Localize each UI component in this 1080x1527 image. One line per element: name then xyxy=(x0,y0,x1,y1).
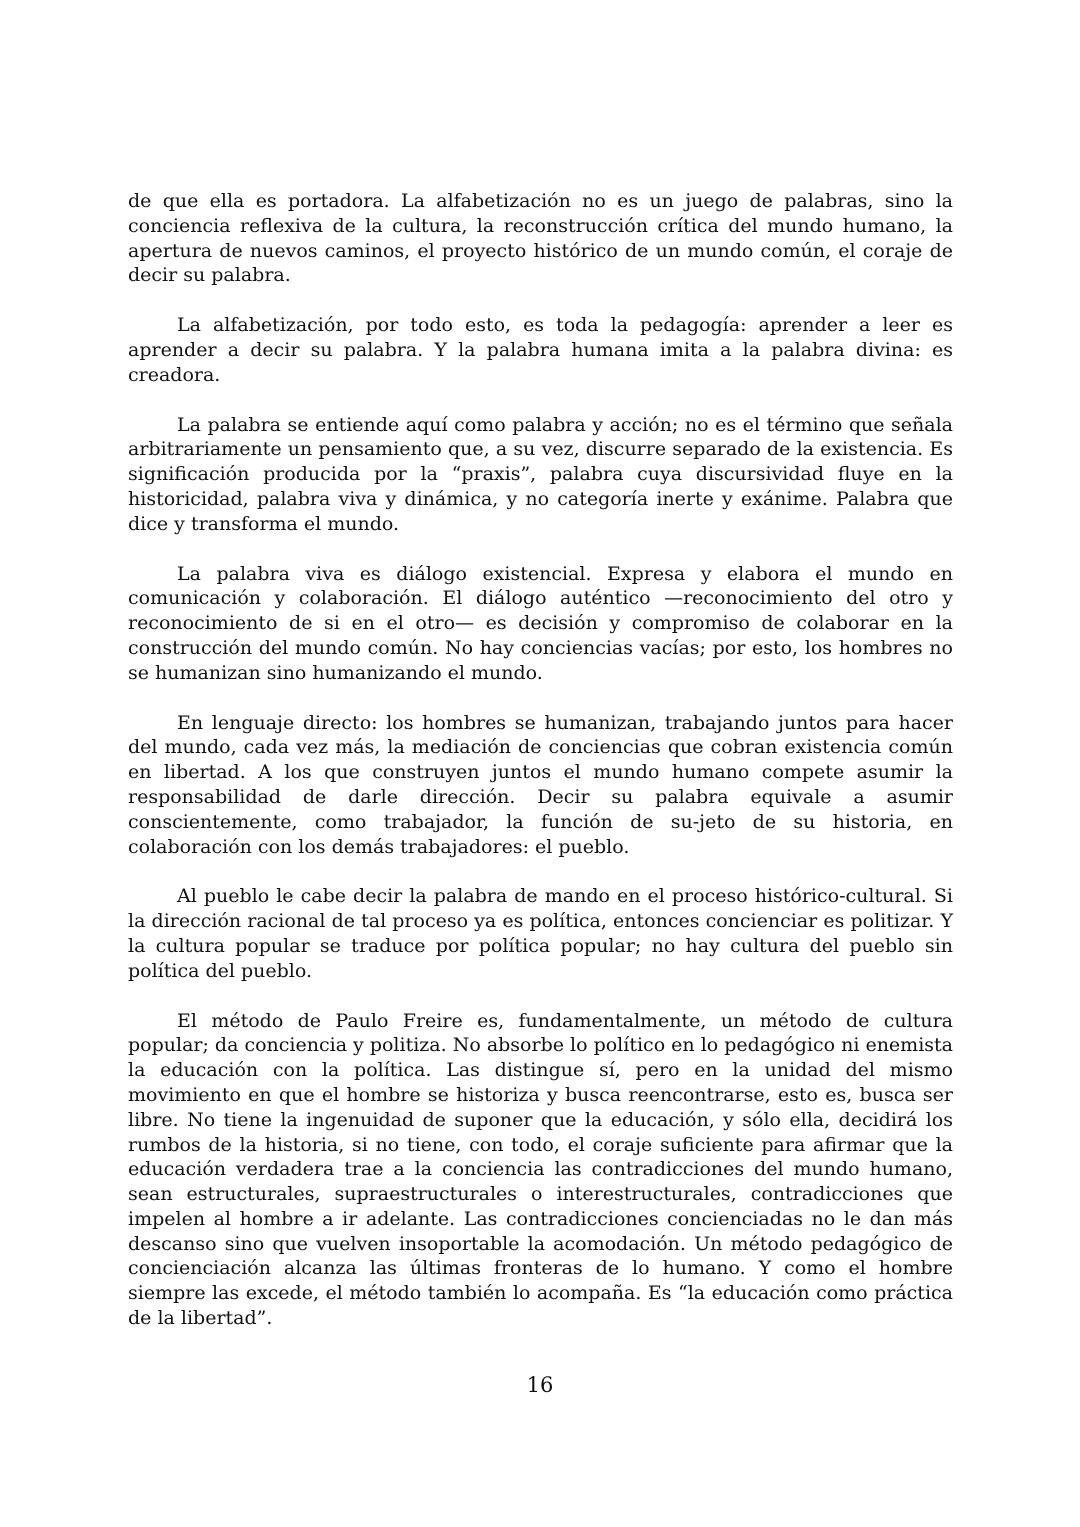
paragraph-metodo-freire: El método de Paulo Freire es, fundamentalmente, un método de cultura popular; da conciencia y politiza. No absorbe lo político en lo pedagógico ni enemista la educación con la política. Las distingue sí, pero en la unidad del mismo movimiento en que el hombre se historiza y busca reencontrarse, esto es, busca ser libre. No tiene la ingenuidad de suponer que la educación, y sólo ella, decidirá los rumbos de la historia, si no tiene, con todo, el coraje suficiente para afirmar que la educación verdadera trae a la conciencia las contradicciones del mundo humano, sean estructurales, supraestructurales o interestructurales, contradicciones que impelen al hombre a ir adelante. Las contradicciones concienciadas no le dan más descanso sino que vuelven insoportable la acomodación. Un método pedagógico de concienciación alcanza las últimas fronteras de lo humano. Y como el hombre siempre las excede, el método también lo acompaña. Es “la educación como práctica de la libertad”. xyxy=(128,1009,953,1330)
paragraph-palabra-accion: La palabra se entiende aquí como palabra y acción; no es el término que señala arbitrariamente un pensamiento que, a su vez, discurre separado de la existencia. Es significación producida por la “praxis”, palabra cuya discursividad fluye en la historicidad, palabra viva y dinámica, y no categoría inerte y exánime. Palabra que dice y transforma el mundo. xyxy=(128,413,953,535)
paragraph-continuation: de que ella es portadora. La alfabetización no es un juego de palabras, sino la conciencia reflexiva de la cultura, la reconstrucción crítica del mundo humano, la apertura de nuevos caminos, el proyecto histórico de un mundo común, el coraje de decir su palabra. xyxy=(128,190,953,287)
page-body xyxy=(128,189,953,1356)
paragraph-alfabetizacion: La alfabetización, por todo esto, es toda la pedagogía: aprender a leer es aprender a decir su palabra. Y la palabra humana imita a la palabra divina: es creadora. xyxy=(128,314,953,386)
page-number: 16 xyxy=(526,1373,554,1397)
paragraph-lenguaje-directo: En lenguaje directo: los hombres se humanizan, trabajando juntos para hacer del mundo, cada vez más, la mediación de conciencias que cobran existencia común en libertad. A los que construyen juntos el mundo humano compete asumir la responsabilidad de darle dirección. Decir su palabra equivale a asumir conscientemente, como trabajador, la función de su-jeto de su historia, en colaboración con los demás trabajadores: el pueblo. xyxy=(128,711,953,858)
paragraph-palabra-viva: La palabra viva es diálogo existencial. Expresa y elabora el mundo en comunicación y colaboración. El diálogo auténtico —reconocimiento del otro y reconocimiento de si en el otro— es decisión y compromiso de colaborar en la construcción del mundo común. No hay conciencias vacías; por esto, los hombres no se humanizan sino humanizando el mundo. xyxy=(128,562,953,684)
paragraph-pueblo: Al pueblo le cabe decir la palabra de mando en el proceso histórico-cultural. Si la dirección racional de tal proceso ya es política, entonces concienciar es politizar. Y la cultura popular se traduce por política popular; no hay cultura del pueblo sin política del pueblo. xyxy=(128,885,953,982)
